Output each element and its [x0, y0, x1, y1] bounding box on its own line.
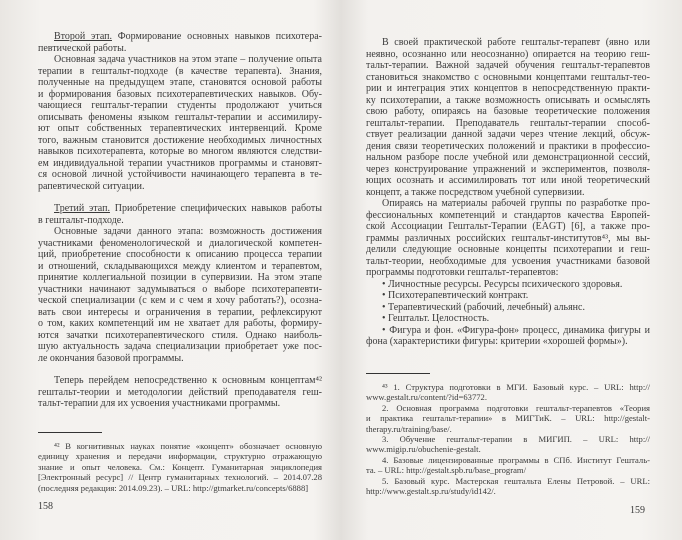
left-page-body — [38, 31, 322, 410]
line-text: навыков психотерапевта, которые во многом являются следстви- — [38, 146, 322, 157]
paragraph — [38, 54, 322, 192]
line-text: • Терапевтический (рабочий, лечебный) альянс. — [382, 301, 585, 313]
line-text: ем индивидуальной терапии участников программы и становят- — [38, 157, 322, 169]
paragraph — [366, 325, 650, 348]
text-line — [366, 60, 650, 72]
text-line — [366, 198, 650, 210]
line-text: ской Ассоциации Гештальт-Терапии (EAGT) [6], а также про- — [366, 221, 650, 232]
text-line — [366, 267, 650, 279]
text-line — [38, 238, 322, 250]
text-line — [366, 129, 650, 141]
line-text: о том, каких компетенций им не хватает для работы, формиру- — [38, 318, 322, 329]
line-text: (последняя редакция: 2014.09.23). – URL: http://gtmarket.ru/concepts/6888] — [38, 482, 309, 493]
paragraph — [366, 198, 650, 279]
text-line — [366, 72, 650, 84]
line-text: свою работу, опираясь на базовые теоретические положения — [366, 106, 650, 117]
text-line — [366, 382, 650, 392]
line-text: и формирования базовых психотерапевтических навыков. Обу- — [38, 88, 322, 100]
text-line — [366, 465, 650, 475]
right-page-footnotes — [366, 373, 650, 496]
text-line — [38, 215, 322, 227]
line-text: в гештальт-подходе. — [38, 214, 124, 226]
line-text: [Электронный ресурс] // Центр гуманитарных технологий. – 2014.07.28 — [38, 472, 322, 483]
text-line — [38, 249, 322, 261]
paragraph-gap — [38, 364, 322, 375]
line-text: полученные на предыдущем этапе, становятся основой работы — [38, 77, 322, 88]
line-text: тальт-терапии. Важной задачей обучения гештальт-терапевтов — [366, 60, 650, 71]
paragraph — [366, 302, 650, 314]
paragraph — [38, 203, 322, 226]
text-line — [38, 31, 322, 43]
line-text: и практика гештальт-терапии» в МИГТиК. – URL: http://gestalt- — [366, 413, 650, 424]
footnote — [366, 403, 650, 434]
line-text: Приобретение специфических навыков работы — [109, 203, 322, 214]
text-line — [38, 89, 322, 101]
footnote — [366, 434, 650, 455]
paragraph — [366, 290, 650, 302]
line-text: ются зачатки психотерапевтического стиля. Однако наиболь- — [38, 329, 322, 341]
text-line — [38, 100, 322, 112]
line-text: www.gestalt.ru/content/?id=63772. — [366, 392, 487, 403]
text-line — [38, 341, 322, 353]
page-number-left: 158 — [38, 501, 53, 512]
text-line — [366, 313, 650, 325]
text-line — [366, 106, 650, 118]
text-line — [38, 112, 322, 124]
text-line — [38, 135, 322, 147]
paragraph — [366, 279, 650, 291]
line-text: ствует реализации данной задачи через чтение лекций, обсуж- — [366, 129, 650, 140]
footnote — [366, 476, 650, 497]
stage-heading: Второй этап. — [54, 31, 112, 42]
paragraph — [366, 37, 650, 198]
text-line — [38, 158, 322, 170]
line-text: единицу хранения и передачи информации, структурно отражающую — [38, 451, 322, 462]
text-line — [38, 483, 322, 493]
line-text: • Психотерапевтический контракт. — [382, 290, 529, 301]
text-line — [366, 221, 650, 233]
line-text: ют опыт собственных терапевтических интервенций. Кроме — [38, 123, 322, 134]
line-text: терапии в гештальт-подходе (в качестве терапевта). Знания, — [38, 65, 322, 77]
text-line — [366, 210, 650, 222]
line-text: therapy.ru/training/base/. — [366, 423, 452, 434]
footnote — [366, 382, 650, 403]
text-line — [38, 307, 322, 319]
line-text: концепт, а также посредством учебной супервизии. — [366, 186, 585, 198]
line-text: Основная задача участников на этом этапе – получение опыта — [54, 54, 322, 65]
text-line — [38, 181, 322, 193]
text-line — [366, 233, 650, 245]
text-line — [366, 403, 650, 413]
line-text: фессиональных компетенций и стандартов качества Европей- — [366, 209, 650, 221]
text-line — [366, 302, 650, 314]
text-line — [366, 455, 650, 465]
text-line — [366, 279, 650, 291]
text-line — [38, 226, 322, 238]
text-line — [366, 244, 650, 256]
line-text: 3. Обучение гештальт-терапии в МИГИП. – URL: http:// — [382, 433, 650, 444]
line-text: ⁴³ 1. Структура подготовки в МГИ. Базовый курс. – URL: http:// — [382, 382, 650, 392]
line-text: фона (характеристики фигуры: критерии «хорошей формы»). — [366, 336, 628, 347]
line-text: ле окончания базовой программы. — [38, 352, 184, 364]
line-text: участниками феноменологической и диалогической компетен- — [38, 237, 322, 249]
line-text: нальном разборе после учебной или демонстрационной сессий, — [366, 152, 650, 163]
line-text: • Личностные ресурсы. Ресурсы психического здоровья. — [382, 278, 623, 290]
text-line — [366, 49, 650, 61]
line-text: делили следующие основные концепты психотерапии и геш- — [366, 244, 650, 255]
text-line — [38, 441, 322, 451]
stage-heading: Третий этап. — [54, 203, 110, 214]
line-text: тальт-терапии для их усвоения участниками программы. — [38, 398, 281, 409]
line-text: www.migip.ru/obuchenie-gestalt. — [366, 444, 481, 455]
paragraph — [38, 226, 322, 364]
line-text: дения связи теоретических положений и практики в профессио- — [366, 140, 650, 152]
line-text: Опираясь на материалы рабочей группы по разработке про- — [382, 198, 650, 209]
line-text: Теперь перейдем непосредственно к основным концептам⁴² — [54, 375, 322, 386]
text-line — [38, 66, 322, 78]
text-line — [366, 83, 650, 95]
text-line — [38, 123, 322, 135]
text-line — [38, 462, 322, 472]
text-line — [38, 451, 322, 461]
line-text: ющих осознать и ассимилировать тот или иной теоретический — [366, 175, 650, 186]
text-line — [366, 434, 650, 444]
line-text: ций, приобретение способности к описанию процесса терапии — [38, 249, 322, 260]
line-text: 5. Базовый курс. Мастерская гештальта Елены Петровой. – URL: — [382, 475, 650, 486]
line-text: того, важным становится достижение необходимых личностных — [38, 134, 322, 146]
line-text: 2. Основная программа подготовки гештальт-терапевтов «Теория — [382, 402, 650, 413]
line-text: неявно, осознанно или неосознанно) опирается на теорию геш- — [366, 48, 650, 60]
text-line — [366, 476, 650, 486]
line-text: через конструирование упражнений и экспериментов, позволя- — [366, 163, 650, 175]
text-line — [38, 43, 322, 55]
line-text: Формирование основных навыков психотера- — [111, 31, 322, 42]
line-text: ческой специализации (с кем и с чем я хочу работать?), осозна- — [38, 295, 322, 306]
footnote — [38, 441, 322, 493]
text-line — [366, 444, 650, 454]
line-text: 4. Базовые лицензированные программы в СПб. Институт Гешталь- — [382, 454, 650, 465]
text-line — [38, 169, 322, 181]
line-text: программы подготовки гештальт-терапевтов: — [366, 267, 559, 278]
paragraph-gap — [38, 192, 322, 203]
line-text: певтической работы. — [38, 42, 127, 54]
text-line — [38, 472, 322, 482]
line-text: ⁴² В когнитивных науках понятие «концепт» обозначает основную — [54, 441, 322, 451]
line-text: участники начинают задумываться о выборе психотерапевти- — [38, 283, 322, 295]
text-line — [38, 261, 322, 273]
line-text: принятие коллегиальной позиции в супервизии. На этом этапе — [38, 272, 322, 283]
line-text: ку психотерапии, а также возможность описывать и осмыслять — [366, 94, 650, 106]
paragraph — [38, 31, 322, 54]
line-text: • Фигура и фон. «Фигура-фон» процесс, динамика фигуры и — [382, 324, 650, 336]
line-text: ся основой личной устойчивости начинающего терапевта в те- — [38, 169, 322, 180]
text-line — [38, 77, 322, 89]
text-line — [38, 318, 322, 330]
line-text: граммы различных российских гештальт-институтов⁴³, мы вы- — [366, 232, 650, 244]
right-page-body — [366, 37, 650, 348]
line-text: рии и интеграция этих концептов в непосредственную практи- — [366, 83, 650, 94]
text-line — [38, 203, 322, 215]
text-line — [366, 392, 650, 402]
text-line — [38, 330, 322, 342]
text-line — [38, 387, 322, 399]
line-text: становиться знакомство с основными концептами гештальт-тео- — [366, 71, 650, 83]
text-line — [366, 141, 650, 153]
text-line — [366, 152, 650, 164]
line-text: Основные задачи данного этапа: возможность достижения — [54, 226, 322, 237]
text-line — [38, 146, 322, 158]
text-line — [366, 424, 650, 434]
footnote-divider — [366, 373, 430, 374]
left-page-footnotes — [38, 432, 322, 493]
line-text: шую актуальность задача специализации приобретает уже пос- — [38, 341, 322, 352]
line-text: описывать феномены языком гештальт-терапии и ассимилиру- — [38, 111, 322, 123]
text-line — [38, 54, 322, 66]
text-line — [366, 95, 650, 107]
line-text: чающиеся гештальт-терапии студенты продолжают учиться — [38, 100, 322, 111]
text-line — [366, 175, 650, 187]
line-text: рапевтической ситуации. — [38, 180, 145, 192]
page-number-right: 159 — [630, 505, 645, 516]
line-text: http://www.gestalt.sp.ru/study/id142/. — [366, 485, 496, 496]
line-text: вать свои интересы и ограничения в терапии, рефлексируют — [38, 306, 322, 318]
text-line — [366, 164, 650, 176]
footnote — [366, 455, 650, 476]
text-line — [366, 290, 650, 302]
text-line — [366, 256, 650, 268]
footnote-divider — [38, 432, 102, 433]
text-line — [38, 295, 322, 307]
line-text: та. – URL: http://gestalt.spb.ru/base_program/ — [366, 465, 526, 476]
text-line — [366, 37, 650, 49]
text-line — [38, 353, 322, 365]
line-text: тальт-теории, необходимые для усвоения участниками базовой — [366, 255, 650, 267]
text-line — [38, 375, 322, 387]
line-text: • Гештальт. Целостность. — [382, 313, 490, 324]
text-line — [38, 284, 322, 296]
text-line — [38, 272, 322, 284]
text-line — [38, 398, 322, 410]
paragraph — [366, 313, 650, 325]
text-line — [366, 486, 650, 496]
line-text: гештальт-терапии. Преподаватель гештальт-терапии способ- — [366, 117, 650, 129]
line-text: знание и опыт человека. См.: Концепт. Гуманитарная энциклопедия — [38, 461, 322, 472]
text-line — [366, 336, 650, 348]
text-line — [366, 187, 650, 199]
text-line — [366, 413, 650, 423]
text-line — [366, 118, 650, 130]
line-text: гештальт-теории и методологии действий преподавателя геш- — [38, 386, 322, 398]
paragraph — [38, 375, 322, 410]
line-text: и отношений, складывающихся между клиентом и терапевтом, — [38, 260, 322, 272]
line-text: В своей практической работе гештальт-терапевт (явно или — [382, 37, 650, 48]
text-line — [366, 325, 650, 337]
